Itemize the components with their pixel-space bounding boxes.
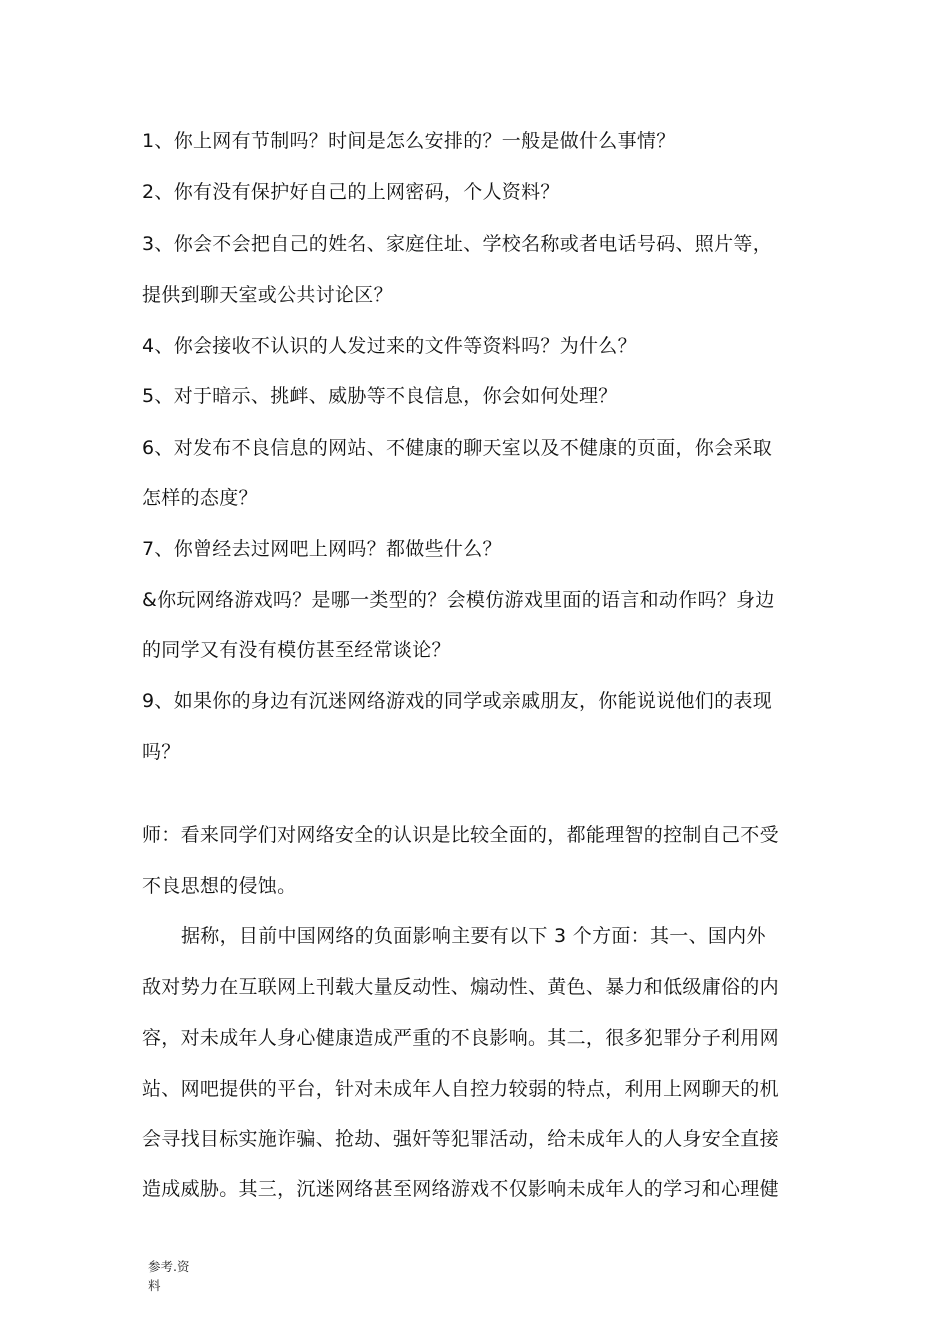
paragraph-line: 容，对未成年人身心健康造成严重的不良影响。其二，很多犯罪分子利用网 (142, 1027, 779, 1049)
question-2: 2、你有没有保护好自己的上网密码，个人资料？ (142, 181, 560, 203)
paragraph-line: 造成威胁。其三，沉迷网络甚至网络游戏不仅影响未成年人的学习和心理健 (142, 1178, 779, 1200)
teacher-remark-continued: 不良思想的侵蚀。 (142, 875, 297, 897)
question-6: 6、对发布不良信息的网站、不健康的聊天室以及不健康的页面，你会采取 (142, 437, 772, 459)
footer-note: 参考.资 (148, 1259, 190, 1274)
question-6-continued: 怎样的态度？ (142, 487, 258, 509)
question-8: &你玩网络游戏吗？是哪一类型的？会模仿游戏里面的语言和动作吗？身边 (142, 589, 775, 611)
question-3: 3、你会不会把自己的姓名、家庭住址、学校名称或者电话号码、照片等， (142, 233, 772, 255)
question-5: 5、对于暗示、挑衅、威胁等不良信息，你会如何处理？ (142, 385, 618, 407)
paragraph-line: 敌对势力在互联网上刊载大量反动性、煽动性、黄色、暴力和低级庸俗的内 (142, 976, 779, 998)
question-4: 4、你会接收不认识的人发过来的文件等资料吗？为什么？ (142, 335, 637, 357)
question-8-continued: 的同学又有没有模仿甚至经常谈论？ (142, 639, 451, 661)
footer-note-continued: 料 (148, 1278, 161, 1293)
question-9-continued: 吗？ (142, 741, 181, 763)
paragraph-line: 站、网吧提供的平台，针对未成年人自控力较弱的特点，利用上网聊天的机 (142, 1078, 779, 1100)
question-7: 7、你曾经去过网吧上网吗？都做些什么？ (142, 538, 502, 560)
question-9: 9、如果你的身边有沉迷网络游戏的同学或亲戚朋友，你能说说他们的表现 (142, 690, 772, 712)
paragraph-line: 会寻找目标实施诈骗、抢劫、强奸等犯罪活动，给未成年人的人身安全直接 (142, 1128, 779, 1150)
question-1: 1、你上网有节制吗？时间是怎么安排的？一般是做什么事情？ (142, 130, 676, 152)
paragraph-line: 据称，目前中国网络的负面影响主要有以下 3 个方面：其一、国内外 (181, 925, 766, 947)
question-3-continued: 提供到聊天室或公共讨论区？ (142, 284, 393, 306)
teacher-remark: 师：看来同学们对网络安全的认识是比较全面的，都能理智的控制自己不受 (142, 824, 779, 846)
